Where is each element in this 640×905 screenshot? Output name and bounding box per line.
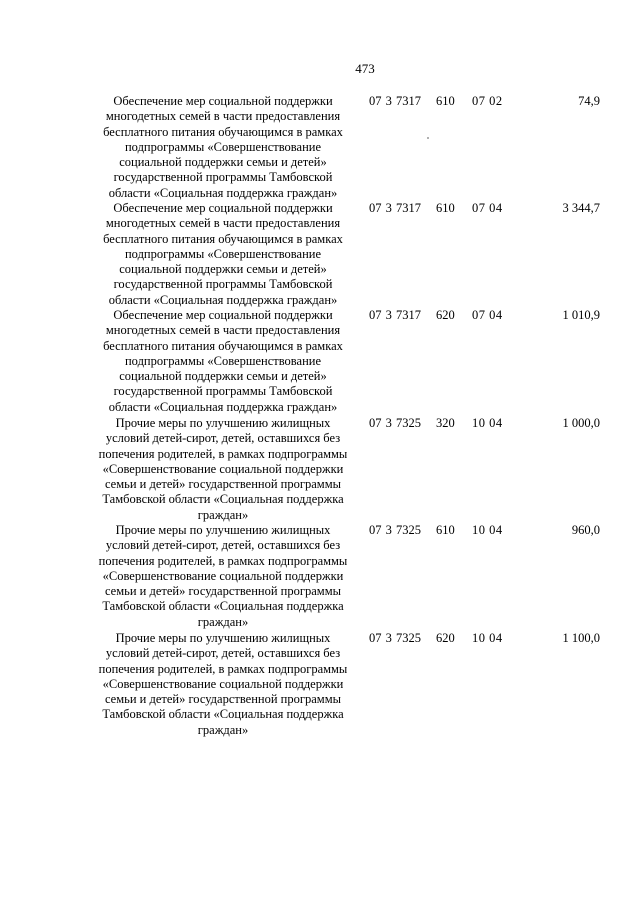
expense-type-code: 620 xyxy=(436,308,455,322)
expense-type-code: 610 xyxy=(436,94,455,108)
row-description: Прочие меры по улучшению жилищных условий детей-сирот, детей, оставшихся без попечения родителей, в рамках подпрограммы «Совершенствование социальной поддержки семьи и детей» государственной программы Тамбовской области «Социальная поддержка граждан» xyxy=(98,416,348,522)
row-description: Прочие меры по улучшению жилищных условий детей-сирот, детей, оставшихся без попечения родителей, в рамках подпрограммы «Совершенствование социальной поддержки семьи и детей» государственной программы Тамбовской области «Социальная поддержка граждан» xyxy=(98,523,348,629)
section-code: 07 04 xyxy=(472,201,503,215)
row-description: Обеспечение мер социальной поддержки многодетных семей в части предоставления бесплатного питания обучающимся в рамках подпрограммы «Совершенствование социальной поддержки семьи и детей» государственной программы Тамбовской области «Социальная поддержка граждан» xyxy=(103,308,343,414)
target-article-code: 07 3 7325 xyxy=(369,523,421,537)
expense-type-code: 620 xyxy=(436,631,455,645)
target-article-code: 07 3 7325 xyxy=(369,416,421,430)
target-article-code: 07 3 7325 xyxy=(369,631,421,645)
amount: 74,9 xyxy=(578,94,600,108)
expense-type-code: 610 xyxy=(436,523,455,537)
target-article-code: 07 3 7317 xyxy=(369,308,421,322)
target-article-code: 07 3 7317 xyxy=(369,94,421,108)
amount: 1 100,0 xyxy=(562,631,600,645)
amount: 960,0 xyxy=(571,523,600,537)
section-code: 10 04 xyxy=(472,523,503,537)
row-description: Обеспечение мер социальной поддержки многодетных семей в части предоставления бесплатного питания обучающимся в рамках подпрограммы «Совершенствование социальной поддержки семьи и детей» государственной программы Тамбовской области «Социальная поддержка граждан» xyxy=(103,94,343,200)
expense-type-code: 320 xyxy=(436,416,455,430)
row-description: Обеспечение мер социальной поддержки многодетных семей в части предоставления бесплатного питания обучающимся в рамках подпрограммы «Совершенствование социальной поддержки семьи и детей» государственной программы Тамбовской области «Социальная поддержка граждан» xyxy=(103,201,343,307)
scan-speck xyxy=(427,137,429,139)
expense-type-code: 610 xyxy=(436,201,455,215)
amount: 3 344,7 xyxy=(562,201,600,215)
section-code: 10 04 xyxy=(472,416,503,430)
row-description: Прочие меры по улучшению жилищных условий детей-сирот, детей, оставшихся без попечения родителей, в рамках подпрограммы «Совершенствование социальной поддержки семьи и детей» государственной программы Тамбовской области «Социальная поддержка граждан» xyxy=(98,631,348,737)
section-code: 07 02 xyxy=(472,94,503,108)
section-code: 10 04 xyxy=(472,631,503,645)
amount: 1 000,0 xyxy=(562,416,600,430)
amount: 1 010,9 xyxy=(562,308,600,322)
page-number: 473 xyxy=(355,61,375,76)
target-article-code: 07 3 7317 xyxy=(369,201,421,215)
section-code: 07 04 xyxy=(472,308,503,322)
